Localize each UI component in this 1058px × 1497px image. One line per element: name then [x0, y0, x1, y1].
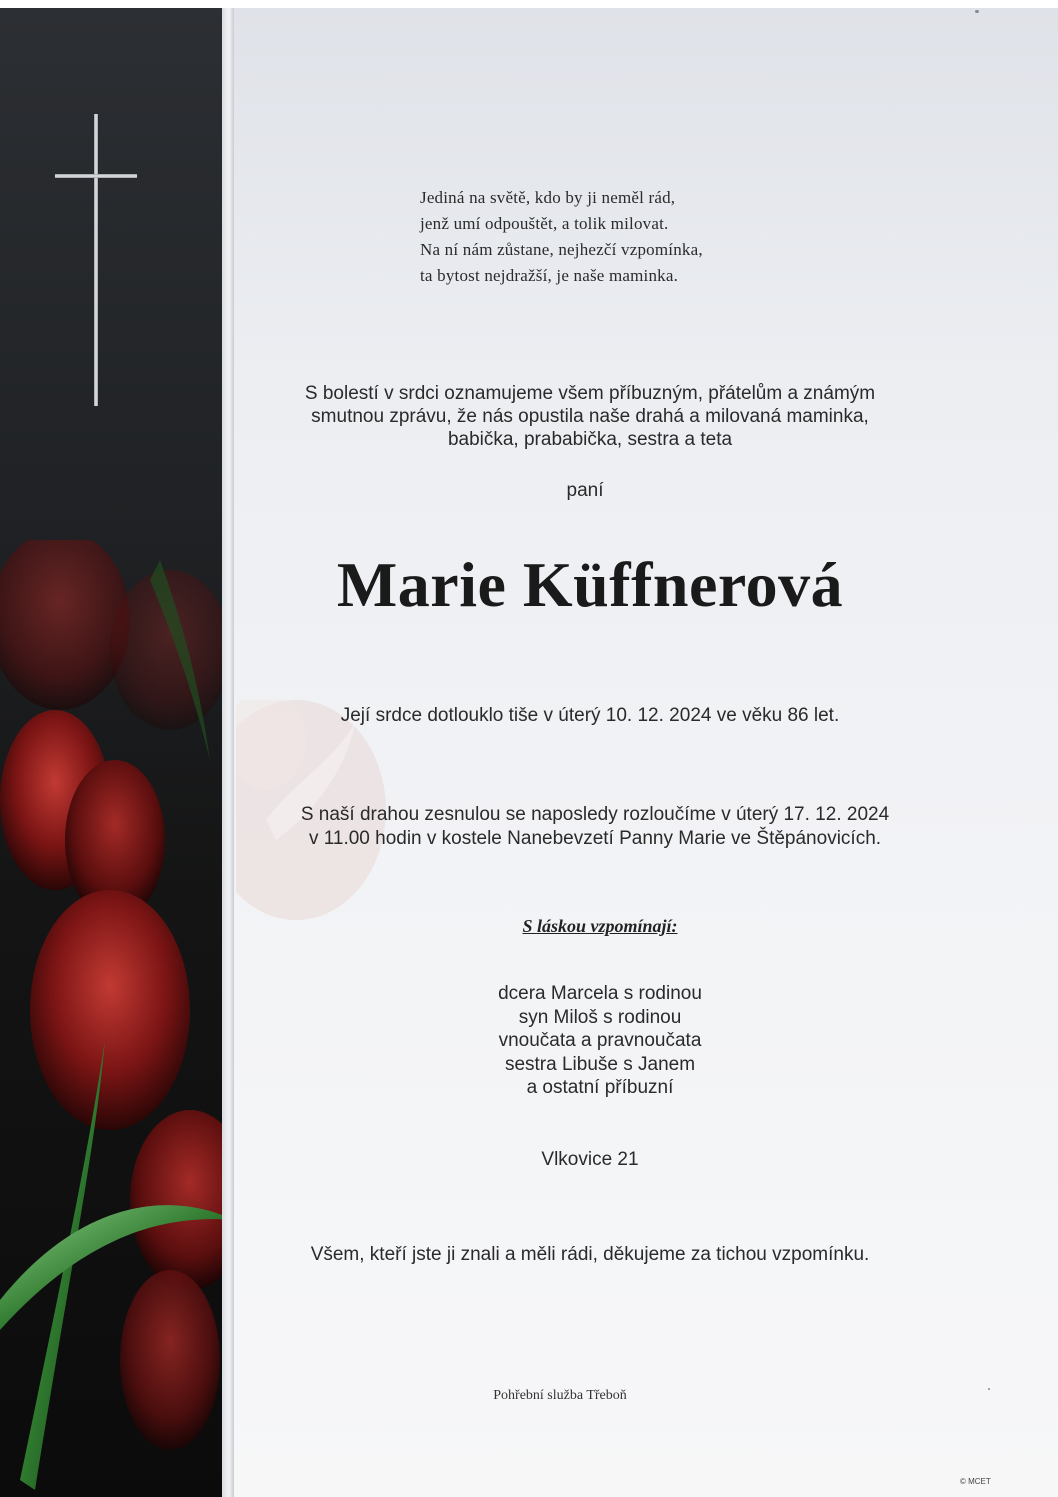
mourners-list	[450, 982, 750, 1100]
mourner-line: sestra Libuše s Janem	[504, 1053, 696, 1075]
funeral-service: Pohřební služba Třeboň	[493, 1388, 627, 1403]
address: Vlkovice 21	[541, 1149, 639, 1170]
faded-tulip-image	[236, 700, 436, 1020]
mourners-heading: S láskou vzpomínají:	[522, 916, 678, 936]
cross-icon	[94, 114, 98, 406]
mourner-line: a ostatní příbuzní	[526, 1077, 674, 1098]
title-word: paní	[566, 480, 604, 501]
farewell-info	[220, 803, 970, 851]
poem-line: jenž umí odpouštět, a tolik milovat.	[420, 214, 669, 233]
death-notice: Její srdce dotlouklo tiše v úterý 10. 12. 2024 ve věku 86 let.	[340, 705, 840, 726]
deceased-name: Marie Küffnerová	[336, 549, 844, 620]
poem-line: Na ní nám zůstane, nejhezčí vzpomínka,	[420, 240, 703, 259]
mourner-line: syn Miloš s rodinou	[518, 1006, 682, 1028]
announcement-line: smutnou zprávu, že nás opustila naše drahá a milovaná maminka,	[311, 406, 869, 427]
mourner-line: dcera Marcela s rodinou	[498, 983, 702, 1004]
red-tulips-image	[0, 540, 234, 1497]
announcement	[240, 382, 940, 451]
farewell-line: S naší drahou zesnulou se naposledy rozloučíme v úterý 17. 12. 2024	[300, 804, 890, 825]
scan-speck	[988, 1388, 990, 1390]
announcement-line: S bolestí v srdci oznamujeme všem příbuzným, přátelům a známým	[304, 383, 876, 404]
farewell-line: v 11.00 hodin v kostele Nanebevzetí Panny Marie ve Štěpánovicích.	[308, 828, 882, 849]
poem-line: Jediná na světě, kdo by ji neměl rád,	[420, 188, 676, 207]
copyright-mark: © MCET	[960, 1477, 991, 1486]
cross-icon-bar	[55, 174, 137, 178]
announcement-line: babička, prababička, sestra a teta	[447, 429, 733, 450]
thanks-line: Všem, kteří jste ji znali a měli rádi, děkujeme za tichou vzpomínku.	[310, 1244, 870, 1265]
mourner-line: vnoučata a pravnoučata	[498, 1030, 702, 1051]
panel-divider	[222, 8, 234, 1497]
scan-speck	[975, 10, 979, 13]
poem	[420, 185, 810, 289]
poem-line: ta bytost nejdražší, je naše maminka.	[420, 266, 679, 285]
